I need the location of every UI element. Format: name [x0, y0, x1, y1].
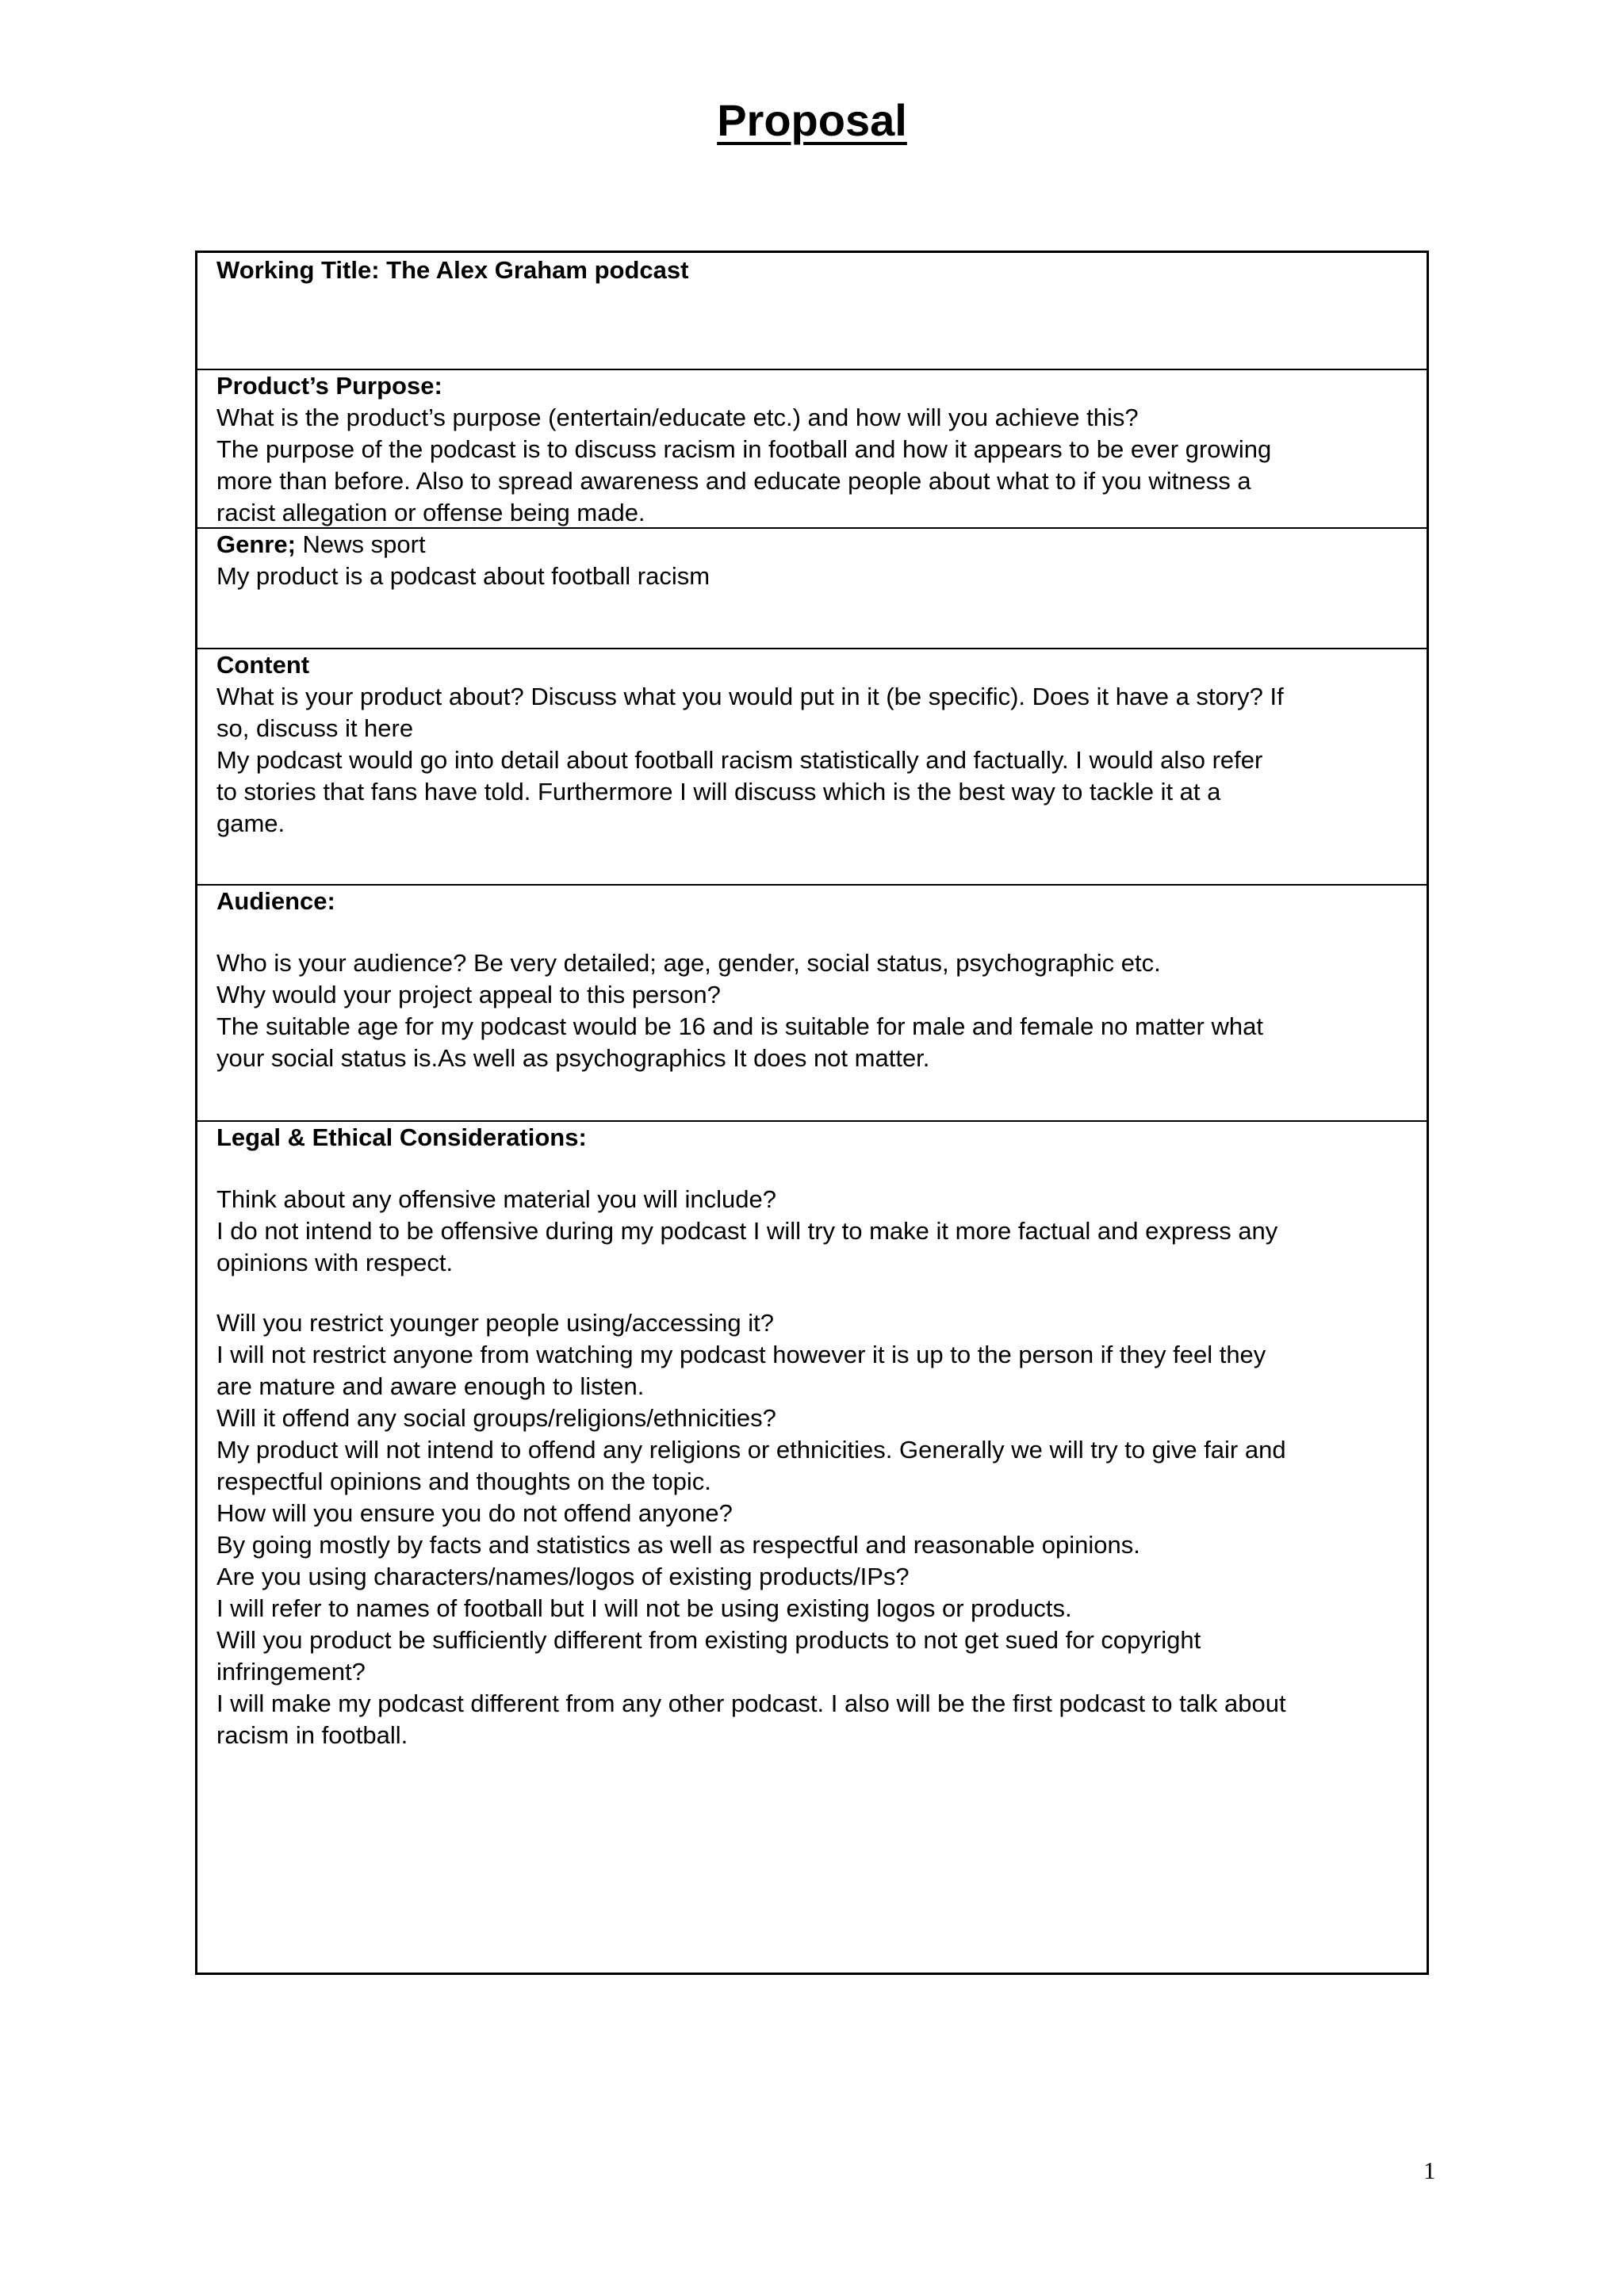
page-number: 1: [1423, 2156, 1436, 2184]
legal-line: Will you restrict younger people using/accessing it?: [216, 1309, 775, 1337]
legal-line: infringement?: [216, 1658, 366, 1686]
purpose-heading: Product’s Purpose:: [216, 372, 442, 400]
content-row: [197, 649, 1427, 886]
content-answer: My podcast would go into detail about football racism statistically and factually. I would also refer: [216, 746, 1263, 774]
genre-description: My product is a podcast about football racism: [216, 562, 710, 590]
legal-line: Think about any offensive material you will include?: [216, 1185, 776, 1213]
purpose-line: more than before. Also to spread awareness and educate people about what to if you witness a: [216, 467, 1251, 495]
audience-line: Who is your audience? Be very detailed; age, gender, social status, psychographic etc.: [216, 949, 1161, 977]
legal-line: opinions with respect.: [216, 1249, 454, 1276]
genre-value: News sport: [295, 530, 426, 558]
purpose-line: racist allegation or offense being made.: [216, 499, 645, 526]
audience-line: Why would your project appeal to this person?: [216, 981, 721, 1008]
legal-heading: Legal & Ethical Considerations:: [216, 1123, 587, 1151]
audience-line: your social status is.As well as psychographics It does not matter.: [216, 1044, 930, 1072]
legal-line: I will not restrict anyone from watching my podcast however it is up to the person if they feel they: [216, 1341, 1266, 1368]
purpose-row: [197, 370, 1427, 529]
content-question: What is your product about? Discuss what you would put in it (be specific). Does it have a story? If: [216, 683, 1284, 710]
purpose-question: What is the product’s purpose (entertain/educate etc.) and how will you achieve this?: [216, 404, 1139, 431]
genre-heading: Genre;: [216, 530, 296, 558]
content-heading: Content: [216, 651, 310, 679]
purpose-line: The purpose of the podcast is to discuss racism in football and how it appears to be ever growing: [216, 435, 1272, 463]
working-title: Working Title: The Alex Graham podcast: [216, 256, 689, 284]
genre-line: [216, 529, 1408, 561]
legal-line: Will you product be sufficiently different from existing products to not get sued for copyright: [216, 1626, 1201, 1654]
legal-line: I will make my podcast different from any other podcast. I also will be the first podcast to talk about: [216, 1689, 1286, 1717]
working-title-row: [197, 253, 1427, 370]
content-question: so, discuss it here: [216, 714, 414, 742]
legal-line: My product will not intend to offend any religions or ethnicities. Generally we will try to give fair and: [216, 1436, 1286, 1464]
legal-line: By going mostly by facts and statistics as well as respectful and reasonable opinions.: [216, 1531, 1140, 1559]
legal-line: are mature and aware enough to listen.: [216, 1372, 645, 1400]
audience-row: [197, 886, 1427, 1122]
legal-line: Will it offend any social groups/religions/ethnicities?: [216, 1404, 776, 1432]
legal-line: I will refer to names of football but I will not be using existing logos or products.: [216, 1594, 1072, 1622]
legal-line: I do not intend to be offensive during my podcast I will try to make it more factual and express any: [216, 1217, 1278, 1245]
legal-line: How will you ensure you do not offend anyone?: [216, 1499, 733, 1527]
proposal-table: [195, 251, 1429, 1975]
audience-line: The suitable age for my podcast would be 16 and is suitable for male and female no matter what: [216, 1012, 1263, 1040]
genre-row: [197, 529, 1427, 649]
legal-line: racism in football.: [216, 1721, 408, 1749]
legal-line: respectful opinions and thoughts on the topic.: [216, 1468, 711, 1495]
audience-heading: Audience:: [216, 887, 335, 915]
content-answer: to stories that fans have told. Furthermore I will discuss which is the best way to tackle it at a: [216, 778, 1221, 806]
legal-row: [197, 1122, 1427, 1973]
page-title: Proposal: [717, 95, 907, 145]
content-answer: game.: [216, 809, 285, 837]
legal-line: Are you using characters/names/logos of existing products/IPs?: [216, 1563, 910, 1590]
